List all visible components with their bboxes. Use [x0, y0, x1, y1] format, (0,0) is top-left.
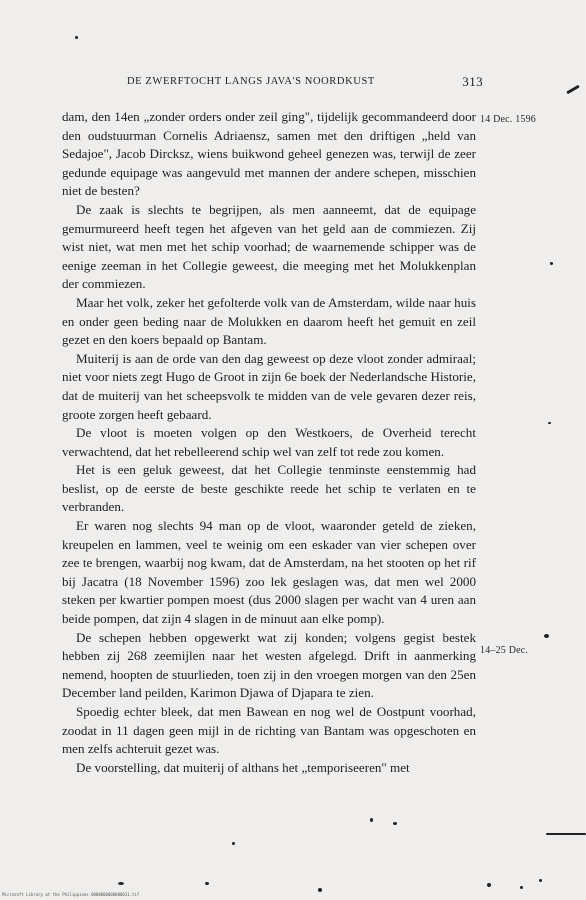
margin-note-date-1: 14 Dec. 1596	[480, 114, 536, 125]
paragraph: Muiterij is aan de orde van den dag geweest op deze vloot zonder admiraal; niet voor niets zegt Hugo de Groot in zijn 6e boek der Nederlandsche Historie, dat de muiterij van het scheepsvolk te midden van de vele gevaren dezer reis, groote zorgen heeft gebaard.	[62, 350, 476, 422]
paragraph: Spoedig echter bleek, dat men Bawean en nog wel de Oostpunt voorhad, zoodat in 11 dagen geen mijl in de richting van Bantam was opgeschoten en men zelfs achteruit gezet was.	[62, 704, 476, 757]
page-number: 313	[462, 74, 483, 89]
scan-speck	[566, 85, 580, 95]
scan-speck	[75, 36, 78, 39]
paragraph: Het is een geluk geweest, dat het Collegie tenminste eenstemmig had beslist, op de eerste de beste geschikte reede het schip te verlaten en te verbranden.	[62, 462, 476, 515]
scan-speck	[548, 422, 551, 424]
scan-speck	[318, 888, 322, 892]
scan-speck	[118, 882, 124, 885]
paragraph: dam, den 14en „zonder orders onder zeil ging", tijdelijk gecommandeerd door den oudstuurman Cornelis Adriaensz, samen met den driftigen „held van Sedajoe", Jacob Dircksz, wiens buikwond geheel genezen was, terwijl de zeer gedunde equipage was aangevuld met mannen der andere schepen, misschien niet de besten?	[62, 109, 476, 199]
scan-speck	[205, 882, 209, 885]
scan-speck	[487, 883, 491, 887]
paragraph: De vloot is moeten volgen op den Westkoers, de Overheid terecht verwachtend, dat het rebelleerend schip wel van zelf tot rede zou komen.	[62, 425, 476, 459]
scan-speck	[370, 818, 373, 822]
scan-speck	[539, 879, 542, 882]
paragraph: De voorstelling, dat muiterij of althans het „temporiseeren" met	[76, 759, 410, 775]
scan-speck	[546, 833, 586, 835]
paragraph: Er waren nog slechts 94 man op de vloot, waaronder geteld de zieken, kreupelen en lammen, veel te weinig om een eskader van vier schepen over zee te brengen, waarbij nog kwam, dat de Amsterdam, na het stooten op het rif bij Jacatra (18 November 1596) zoo lek geslagen was, dat men wel 2000 steken per kwartier pompen moest (dus 2000 slagen per wacht van 4 uren aan beide pompen, dat zijn 4 slagen in de minuut aan elke pomp).	[62, 518, 476, 627]
scan-speck	[232, 842, 235, 845]
scan-speck	[544, 634, 549, 638]
running-head: DE ZWERFTOCHT LANGS JAVA'S NOORDKUST	[127, 76, 375, 87]
scan-speck	[520, 886, 523, 889]
scan-speck	[550, 262, 553, 265]
paragraph: Maar het volk, zeker het gefolterde volk van de Amsterdam, wilde naar huis en onder geen beding naar de Molukken en daarom heeft het gemuit en zeil gezet en den koers bepaald op Bantam.	[62, 294, 476, 348]
scan-speck	[393, 822, 397, 825]
scan-footer: Microsoft Library at the Philippines 0000000000000031.tif	[2, 892, 140, 897]
paragraph: De zaak is slechts te begrijpen, als men aanneemt, dat de equipage gemurmureerd heeft tegen het afgeven van het geld aan de commiezen. Zij wist niet, wat men met het schip voorhad; de waarnemende schipper was de eenige zeeman in het Collegie geweest, die meeging met het Molukkenplan der commiezen.	[62, 201, 476, 292]
paragraph: De schepen hebben opgewerkt wat zij konden; volgens gegist bestek hebben zij 268 zeemijlen naar het westen afgelegd. Drift in aanmerking nemend, hoopten de stuurlieden, toen zij in den vroegen morgen van den 25en December land peilden, Karimon Djawa of Djapara te zien.	[62, 629, 476, 701]
margin-note-date-2: 14–25 Dec.	[480, 645, 529, 656]
body-text	[62, 108, 476, 777]
